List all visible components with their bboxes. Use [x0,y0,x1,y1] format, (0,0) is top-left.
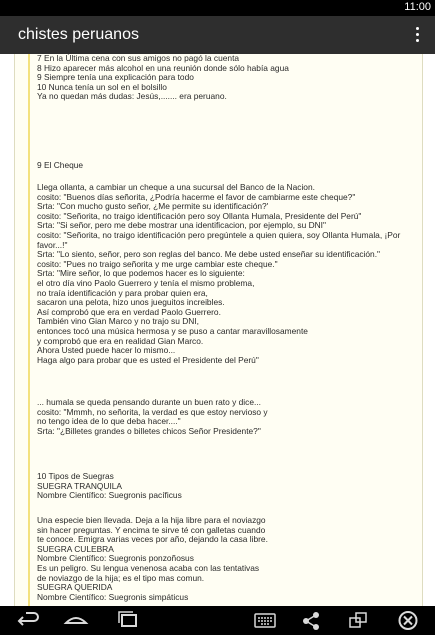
text-line: SUEGRA TRANQUILA [37,481,123,491]
back-icon[interactable] [14,609,42,632]
status-time: 11:00 [404,1,431,13]
heading-el-cheque [37,161,427,171]
app-title: chistes peruanos [18,26,139,43]
text-line: SUEGRA CULEBRA [37,544,114,554]
margin-line [28,54,30,606]
text-block-el-cheque [37,183,427,365]
text-block-cheque-ending [37,398,427,436]
close-icon[interactable] [396,609,420,632]
text-line: sin hacer preguntas. Y encima te sirve té con galletas cuando [37,525,266,535]
status-bar [0,0,435,16]
text-line: 9 Siempre tenía una explicación para todo [37,73,194,83]
navigation-bar [0,606,435,635]
app-bar [0,16,435,54]
text-line: cosito: "Pues no traigo señorita y me urge cambiar este cheque." [37,259,278,269]
text-line: También vino Gian Marco y no trajo su DNI, [37,317,199,327]
overflow-menu-icon[interactable] [407,24,427,46]
text-line: Srta: "Lo siento, señor, pero son reglas del banco. Me debe usted enseñar su identificación." [37,250,381,260]
text-block-suegras-list [37,516,427,602]
text-block-tipos-suegras [37,472,427,501]
text-line: Haga algo para probar que es usted el Presidente del Perú" [37,355,259,365]
text-line: Llega ollanta, a cambiar un cheque a una sucursal del Banco de la Nacion. [37,183,315,192]
content-area[interactable] [0,54,435,606]
text-line: 10 Nunca tenía un sol en el bolsillo [37,82,167,92]
text-line: Ya no quedan más dudas: Jesús,....... era peruano. [37,92,227,102]
text-line: Srta: "Con mucho gusto señor, ¿Me permite su identificación?' [37,202,269,212]
keyboard-icon[interactable] [252,609,278,632]
text-line: de noviazgo de la hija; es el tipo mas comun. [37,573,205,583]
text-block-jesus-ending [37,54,427,102]
text-line: no tengo idea de lo que deba hacer...." [37,417,181,427]
window-icon[interactable] [346,609,370,632]
text-line: 7 En la Última cena con sus amigos no pagó la cuenta [37,54,240,63]
text-line: Una especie bien llevada. Deja a la hija libre para el noviazgo [37,516,266,525]
text-line: el otro día vino Paolo Guerrero y tenía el mismo problema, [37,278,255,288]
text-line: cosito: "Señorita, no traigo identificación pero pregúntele a quien quiera, soy Ollanta Humala, ¡Por [37,230,401,240]
text-line: Nombre Científico: Suegronis pacíficus [37,491,182,501]
text-line: Es un peligro. Su lengua venenosa acaba con las tentativas [37,563,260,573]
text-line: y comprobó que era en realidad Gian Marco. [37,336,204,346]
recent-apps-icon[interactable] [116,609,140,632]
text-line: Nombre Científico: Suegronis ponzoñosus [37,554,194,564]
share-icon[interactable] [300,609,322,632]
text-line: SUEGRA QUERIDA [37,583,113,593]
text-line: Ahora Usted puede hacer lo mismo... [37,346,176,356]
text-line: entonces tocó una música hermosa y se puso a cantar maravillosamente [37,326,308,336]
home-icon[interactable] [63,609,89,632]
text-line: Srta: "Si señor, pero me debe mostrar una identificacion, por ejemplo, su DNI" [37,221,326,231]
text-line: sacaron una pelota, hizo unos jueguitos increibles. [37,298,225,308]
text-line: Así comprobó que era en verdad Paolo Guerrero. [37,307,221,317]
text-line: 9 El Cheque [37,161,84,170]
text-line: cosito: "Buenos días señorita, ¿Podría hacerme el favor de cambiarme este cheque?" [37,192,356,202]
text-line: cosito: "Señorita, no traigo identificación pero soy Ollanta Humala, Presidente del Perú" [37,211,362,221]
text-line: te conoce. Emigra varias veces por año, dejando la casa libre. [37,535,268,545]
text-line: Nombre Científico: Suegronis simpáticus [37,592,189,602]
text-line: ... humala se queda pensando durante un buen rato y dice... [37,398,261,407]
text-line: 10 Tipos de Suegras [37,472,114,481]
text-line: 8 Hizo aparecer más alcohol en una reunión donde sólo había agua [37,63,289,73]
text-line: Srta: "¿Billetes grandes o billetes chicos Señor Presidente?" [37,426,261,436]
text-line: favor...!" [37,240,68,250]
text-line: Srta: "Mire señor, lo que podemos hacer es lo siguiente: [37,269,245,279]
text-line: no traía identificación y para probar quien era, [37,288,208,298]
text-line: cosito: "Mmmh, no señorita, la verdad es que estoy nervioso y [37,407,268,417]
